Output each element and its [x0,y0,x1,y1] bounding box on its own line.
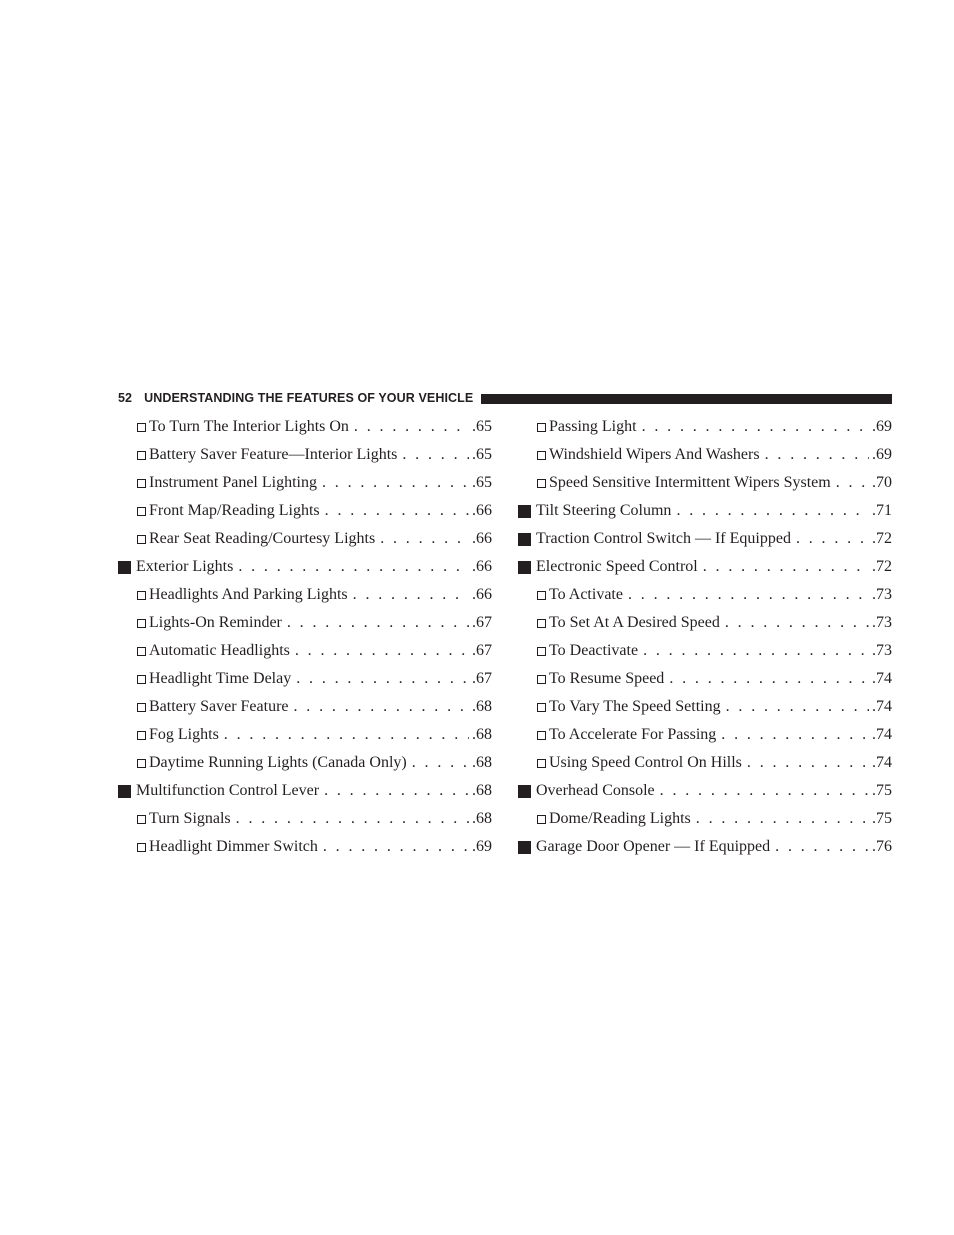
dot-leader [725,614,869,632]
dot-leader [775,838,869,856]
header-rule [481,394,892,404]
toc-page-number: .65 [472,446,492,463]
toc-subentry [118,805,492,833]
toc-entry-label: Headlight Time Delay [149,670,292,687]
toc-subentry [118,665,492,693]
hollow-square-bullet-icon [137,451,146,460]
toc-entry-label: To Vary The Speed Setting [549,698,721,715]
toc-entry-label: To Resume Speed [549,670,665,687]
toc-page-number: .75 [872,810,892,827]
hollow-square-bullet-icon [137,731,146,740]
dot-leader [380,530,469,548]
toc-entry [518,525,892,553]
dot-leader [726,698,869,716]
dot-leader [747,754,869,772]
page-header [118,388,892,408]
toc-entry-label: To Accelerate For Passing [549,726,717,743]
dot-leader [669,670,869,688]
hollow-square-bullet-icon [537,703,546,712]
toc-subentry [118,525,492,553]
toc-entry-label: Tilt Steering Column [536,502,672,519]
toc-page-number: .69 [872,418,892,435]
dot-leader [354,418,469,436]
hollow-square-bullet-icon [137,535,146,544]
toc-entry-label: To Activate [549,586,623,603]
dot-leader [236,810,469,828]
hollow-square-bullet-icon [137,479,146,488]
filled-square-bullet-icon [518,533,531,546]
toc-subentry [518,749,892,777]
toc-subentry [518,581,892,609]
toc-page-number: .66 [472,586,492,603]
page-number: 52 [118,391,133,405]
toc-page-number: .67 [472,614,492,631]
filled-square-bullet-icon [518,785,531,798]
toc-page-number: .68 [472,698,492,715]
toc-right-column [518,413,892,861]
hollow-square-bullet-icon [537,423,546,432]
toc-entry-label: Windshield Wipers And Washers [549,446,760,463]
dot-leader [642,418,869,436]
toc-entry [518,777,892,805]
dot-leader [353,586,469,604]
filled-square-bullet-icon [518,561,531,574]
dot-leader [796,530,869,548]
section-title: UNDERSTANDING THE FEATURES OF YOUR VEHICLE [144,391,474,405]
toc-page-number: .76 [872,838,892,855]
dot-leader [412,754,469,772]
toc-entry [518,553,892,581]
hollow-square-bullet-icon [137,843,146,852]
hollow-square-bullet-icon [537,451,546,460]
toc-entry-label: Battery Saver Feature [149,698,289,715]
toc-entry-label: Garage Door Opener — If Equipped [536,838,771,855]
hollow-square-bullet-icon [537,731,546,740]
toc-entry-label: Daytime Running Lights (Canada Only) [149,754,407,771]
toc-page-number: .72 [872,558,892,575]
toc-left-column [118,413,492,861]
toc-page-number: .68 [472,726,492,743]
toc-entry-label: Passing Light [549,418,637,435]
toc-page-number: .66 [472,530,492,547]
toc-subentry [118,833,492,861]
toc-entry-label: To Deactivate [549,642,639,659]
dot-leader [703,558,869,576]
dot-leader [296,670,469,688]
toc-subentry [118,581,492,609]
toc-entry-label: Lights-On Reminder [149,614,282,631]
toc-page-number: .68 [472,810,492,827]
toc-entry-label: Automatic Headlights [149,642,290,659]
toc-page-number: .67 [472,642,492,659]
toc-page-number: .73 [872,642,892,659]
dot-leader [836,474,869,492]
toc-page-number: .68 [472,782,492,799]
dot-leader [628,586,869,604]
dot-leader [765,446,869,464]
toc-page-number: .66 [472,558,492,575]
dot-leader [325,502,469,520]
toc-subentry [518,693,892,721]
toc-subentry [118,637,492,665]
hollow-square-bullet-icon [537,759,546,768]
toc-subentry [118,693,492,721]
hollow-square-bullet-icon [137,507,146,516]
toc-entry-label: Using Speed Control On Hills [549,754,742,771]
dot-leader [402,446,469,464]
toc-subentry [518,441,892,469]
hollow-square-bullet-icon [537,591,546,600]
toc-subentry [118,441,492,469]
hollow-square-bullet-icon [137,423,146,432]
dot-leader [238,558,469,576]
toc-subentry [118,497,492,525]
toc-entry [518,497,892,525]
filled-square-bullet-icon [118,785,131,798]
dot-leader [224,726,469,744]
toc-page-number: .65 [472,418,492,435]
toc-page-number: .74 [872,698,892,715]
toc-entry-label: Electronic Speed Control [536,558,698,575]
toc-entry-label: Multifunction Control Lever [136,782,320,799]
dot-leader [643,642,869,660]
toc-page-number: .67 [472,670,492,687]
toc-entry-label: Rear Seat Reading/Courtesy Lights [149,530,376,547]
toc-subentry [518,469,892,497]
dot-leader [287,614,469,632]
toc-page-number: .73 [872,614,892,631]
dot-leader [323,838,469,856]
dot-leader [294,698,470,716]
toc-entry-label: Instrument Panel Lighting [149,474,317,491]
toc-subentry [518,413,892,441]
hollow-square-bullet-icon [137,675,146,684]
toc-page-number: .66 [472,502,492,519]
toc-subentry [118,609,492,637]
filled-square-bullet-icon [518,841,531,854]
toc-page-number: .73 [872,586,892,603]
toc-page-number: .74 [872,726,892,743]
hollow-square-bullet-icon [137,647,146,656]
toc-page-number: .71 [872,502,892,519]
toc-page-number: .65 [472,474,492,491]
toc-page-number: .70 [872,474,892,491]
toc-page-number: .74 [872,754,892,771]
toc-entry-label: Headlight Dimmer Switch [149,838,318,855]
hollow-square-bullet-icon [537,675,546,684]
toc-entry-label: To Turn The Interior Lights On [149,418,349,435]
toc-entry-label: Overhead Console [536,782,655,799]
toc-entry [118,553,492,581]
dot-leader [324,782,469,800]
toc-subentry [118,721,492,749]
toc-entry [118,777,492,805]
hollow-square-bullet-icon [537,479,546,488]
dot-leader [322,474,469,492]
filled-square-bullet-icon [118,561,131,574]
toc-subentry [518,609,892,637]
hollow-square-bullet-icon [137,815,146,824]
dot-leader [660,782,869,800]
toc-page-number: .75 [872,782,892,799]
toc-subentry [118,413,492,441]
toc-subentry [118,749,492,777]
toc-page-number: .68 [472,754,492,771]
dot-leader [696,810,869,828]
dot-leader [676,502,869,520]
toc-entry-label: Headlights And Parking Lights [149,586,348,603]
toc-entry-label: Exterior Lights [136,558,234,575]
filled-square-bullet-icon [518,505,531,518]
toc-page-number: .69 [472,838,492,855]
toc-page-number: .72 [872,530,892,547]
hollow-square-bullet-icon [537,815,546,824]
toc-entry-label: Turn Signals [149,810,231,827]
toc-subentry [118,469,492,497]
toc-entry-label: Traction Control Switch — If Equipped [536,530,791,547]
toc-subentry [518,665,892,693]
dot-leader [295,642,469,660]
toc-page-number: .74 [872,670,892,687]
hollow-square-bullet-icon [537,647,546,656]
hollow-square-bullet-icon [137,759,146,768]
dot-leader [721,726,869,744]
toc-entry-label: Dome/Reading Lights [549,810,691,827]
toc-subentry [518,637,892,665]
toc-page-number: .69 [872,446,892,463]
toc-subentry [518,721,892,749]
toc-entry-label: Front Map/Reading Lights [149,502,320,519]
toc-entry-label: Fog Lights [149,726,219,743]
toc-entry-label: Speed Sensitive Intermittent Wipers System [549,474,831,491]
toc-entry-label: To Set At A Desired Speed [549,614,720,631]
hollow-square-bullet-icon [537,619,546,628]
toc-entry [518,833,892,861]
toc-entry-label: Battery Saver Feature—Interior Lights [149,446,398,463]
hollow-square-bullet-icon [137,619,146,628]
hollow-square-bullet-icon [137,591,146,600]
hollow-square-bullet-icon [137,703,146,712]
toc-subentry [518,805,892,833]
